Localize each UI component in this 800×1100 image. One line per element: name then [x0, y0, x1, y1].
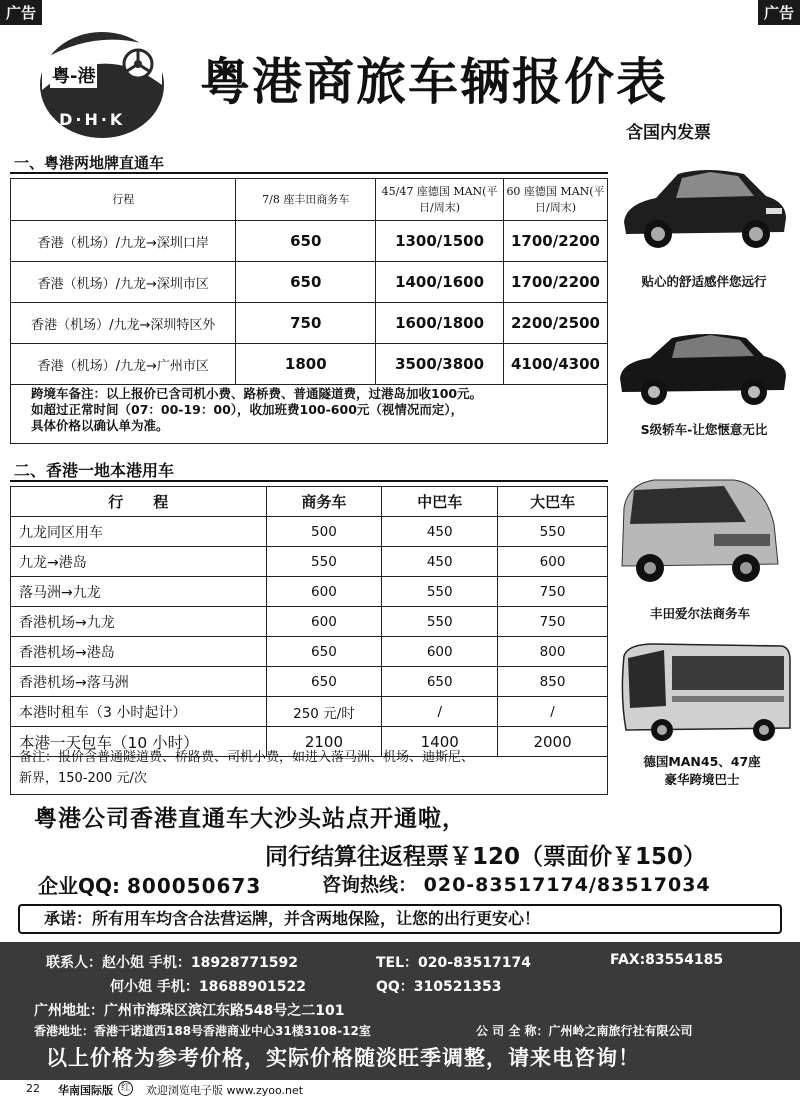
price-cell: 550 [266, 547, 382, 577]
page-title: 粤港商旅车辆报价表 [200, 53, 668, 111]
price-cell: 750 [498, 577, 608, 607]
table-row [11, 517, 608, 547]
price-cell: 850 [498, 667, 608, 697]
table-header-row [11, 179, 608, 221]
route-cell: 香港（机场）/九龙→深圳市区 [11, 262, 236, 303]
header-toyota: 7/8 座丰田商务车 [236, 179, 376, 221]
cross-border-price-table [10, 178, 608, 385]
section2-divider [10, 480, 608, 482]
caption-sedan-1: 贴心的舒适感伴您远行 [641, 274, 767, 289]
price-cell: 500 [266, 517, 382, 547]
header-route: 行程 [11, 179, 236, 221]
header-man-60: 60 座德国 MAN(平日/周末) [504, 179, 608, 221]
tel-number: TEL：020-83517174 [376, 955, 531, 971]
hotline-label: 咨询热线： [322, 874, 418, 896]
header-man-45: 45/47 座德国 MAN(平日/周末) [376, 179, 504, 221]
route-cell: 本港一天包车（10 小时） [11, 727, 267, 757]
price-disclaimer: 以上价格为参考价格，实际价格随淡旺季调整，请来电咨询！ [46, 1046, 640, 1070]
fax-number: FAX:83554185 [610, 952, 724, 968]
contact-line-1 [46, 952, 298, 972]
header-minibus: 中巴车 [382, 487, 498, 517]
price-cell: / [498, 697, 608, 727]
route-cell: 九龙→港岛 [11, 547, 267, 577]
hotline [322, 870, 711, 897]
contact-footer [0, 942, 800, 1080]
hk-local-price-table [10, 486, 608, 757]
table-row [11, 221, 608, 262]
route-cell: 落马洲→九龙 [11, 577, 267, 607]
section2-title: 二、香港一地本港用车 [14, 461, 175, 480]
route-cell: 香港机场→落马洲 [11, 667, 267, 697]
hk-local-note [10, 743, 608, 795]
price-cell: 550 [382, 607, 498, 637]
qq-label: 企业QQ: [38, 874, 121, 898]
ad-label-right: 广告 [758, 0, 800, 25]
announcement-headline: 粤港公司香港直通车大沙头站点开通啦， [34, 806, 466, 832]
page-footer [0, 1080, 800, 1100]
price-cell: 600 [498, 547, 608, 577]
price-cell: 1300/1500 [376, 221, 504, 262]
table-row [11, 577, 608, 607]
magazine-name: 华南国际版 [58, 1084, 113, 1097]
hongkong-address: 香港地址：香港干诺道西188号香港商业中心31楼3108-12室 [34, 1024, 371, 1038]
logo-english-text: ·D·H·K [50, 110, 126, 129]
price-cell: 650 [236, 262, 376, 303]
price-cell: 1700/2200 [504, 221, 608, 262]
price-cell: 600 [266, 607, 382, 637]
hotline-number: 020-83517174/83517034 [423, 874, 711, 896]
price-cell: 650 [382, 667, 498, 697]
footer-qq: QQ：310521353 [376, 979, 502, 995]
section1-title: 一、粤港两地牌直通车 [14, 154, 165, 172]
price-cell: 2100 [266, 727, 382, 757]
price-cell: 600 [266, 577, 382, 607]
enterprise-qq [38, 870, 261, 899]
price-cell: 1400 [382, 727, 498, 757]
price-cell: 450 [382, 547, 498, 577]
table-row [11, 607, 608, 637]
price-cell: 1800 [236, 344, 376, 385]
price-cell: 550 [382, 577, 498, 607]
caption-van: 丰田爱尔法商务车 [649, 606, 750, 621]
price-cell: 4100/4300 [504, 344, 608, 385]
header-coach: 大巴车 [498, 487, 608, 517]
company-logo [38, 30, 166, 140]
note-line: 具体价格以确认单为准。 [31, 418, 169, 433]
website-link[interactable]: 欢迎浏览电子版 www.zyoo.net [146, 1084, 304, 1097]
page-number: 22 [26, 1082, 40, 1095]
table-row [11, 303, 608, 344]
price-cell: 2200/2500 [504, 303, 608, 344]
price-cell: 800 [498, 637, 608, 667]
price-cell: 650 [266, 667, 382, 697]
note-line: 如超过正常时间（07：00-19：00），收加班费100-600元（视情况而定）， [31, 402, 464, 417]
table-row [11, 697, 608, 727]
route-cell: 香港机场→港岛 [11, 637, 267, 667]
caption-sedan-2: S级轿车-让您惬意无比 [640, 422, 768, 437]
note-line: 备注：报价含普通隧道费、桥路费、司机小费，如进入落马洲、机场、迪斯尼、 [19, 750, 475, 765]
ticket-price-headline: 同行结算往返程票￥120（票面价￥150） [265, 844, 707, 870]
table-row [11, 344, 608, 385]
price-cell: 3500/3800 [376, 344, 504, 385]
contact-label: 联系人： [46, 955, 102, 971]
price-cell: 750 [498, 607, 608, 637]
header-route: 行 程 [11, 487, 267, 517]
caption-bus-line1: 德国MAN45、47座 [643, 754, 761, 769]
logo-chinese-text: 粤-港 [50, 62, 97, 88]
note-line: 新界，150-200 元/次 [19, 771, 147, 786]
promise-banner: 承诺：所有用车均含合法营运牌，并含两地保险，让您的出行更安心！ [18, 904, 782, 934]
company-name: 公 司 全 称：广州岭之南旅行社有限公司 [476, 1024, 693, 1038]
price-cell: 650 [236, 221, 376, 262]
table-row [11, 637, 608, 667]
table-row [11, 547, 608, 577]
route-cell: 香港（机场）/九龙→深圳特区外 [11, 303, 236, 344]
price-cell: 650 [266, 637, 382, 667]
guangzhou-address: 广州地址：广州市海珠区滨江东路548号之二101 [34, 1003, 345, 1019]
route-cell: 香港（机场）/九龙→深圳口岸 [11, 221, 236, 262]
ad-label-left: 广告 [0, 0, 42, 25]
note-line: 跨境车备注：以上报价已含司机小费、路桥费、普通隧道费，过港岛加收100元。 [31, 386, 483, 401]
price-cell: 1700/2200 [504, 262, 608, 303]
magazine-logo-icon: 红 [118, 1081, 133, 1096]
coach-bus-photo [614, 636, 794, 742]
sedan-photo-1 [616, 152, 792, 258]
qq-number: 800050673 [126, 874, 262, 898]
header-business-car: 商务车 [266, 487, 382, 517]
contact-he: 何小姐 手机：18688901522 [110, 979, 307, 995]
table-header-row [11, 487, 608, 517]
section1-divider [10, 172, 608, 174]
price-cell: 550 [498, 517, 608, 547]
cross-border-note [10, 382, 608, 444]
route-cell: 本港时租车（3 小时起计） [11, 697, 267, 727]
price-cell: 750 [236, 303, 376, 344]
price-cell: 1400/1600 [376, 262, 504, 303]
table-row [11, 667, 608, 697]
price-cell: 600 [382, 637, 498, 667]
price-cell: 2000 [498, 727, 608, 757]
price-cell: / [382, 697, 498, 727]
price-cell: 250 元/时 [266, 697, 382, 727]
route-cell: 九龙同区用车 [11, 517, 267, 547]
route-cell: 香港机场→九龙 [11, 607, 267, 637]
price-cell: 1600/1800 [376, 303, 504, 344]
sedan-photo-2 [614, 318, 792, 410]
van-photo [614, 474, 782, 588]
price-cell: 450 [382, 517, 498, 547]
invoice-note: 含国内发票 [626, 123, 711, 143]
contact-zhao: 赵小姐 手机：18928771592 [102, 955, 299, 971]
route-cell: 香港（机场）/九龙→广州市区 [11, 344, 236, 385]
caption-bus-line2: 豪华跨境巴士 [664, 772, 740, 787]
table-row [11, 262, 608, 303]
